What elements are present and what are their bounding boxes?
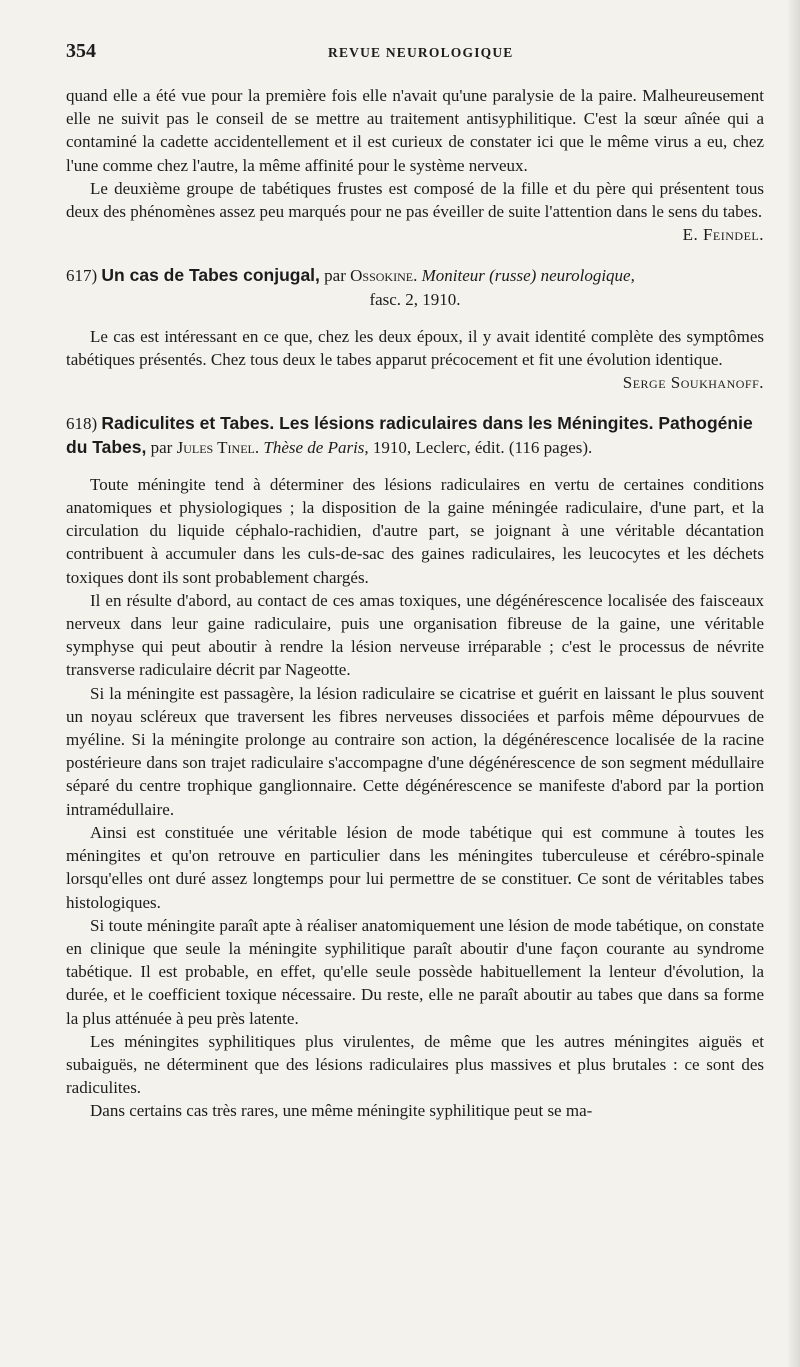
- entry-617-journal: Moniteur (russe) neurologique,: [421, 266, 635, 286]
- intro-paragraph-1: quand elle a été vue pour la première fois elle n'avait qu'une paralysie de la paire. Malheureusement elle ne suivit pas le conseil de se mettre au traitement antisyphilitique. C'est la sœur aînée qui a contaminé la cadette accidentellement et il est curieux de constater ici que le même virus a eu, chez l'une comme chez l'autre, la même affinité pour le système nerveux.: [66, 86, 764, 175]
- entry-617-by: par: [324, 266, 346, 286]
- entry-618-year: 1910,: [372, 437, 412, 457]
- entry-618-paragraph-5: Si toute méningite paraît apte à réaliser anatomiquement une lésion de mode tabétique, on constate en clinique que seule la méningite syphilitique paraît aboutir d'une façon courante au syndrome tabétique. Il est probable, en effet, qu'elle seule possède habituellement la lenteur d'évolution, la durée, et le coefficient toxique nécessaire. Du reste, elle ne paraît aboutir au tabes que dans sa forme la plus atténuée à peu près latente.: [66, 915, 764, 1028]
- entry-617-title: Un cas de Tabes conjugal,: [101, 265, 320, 286]
- page-edge-shadow: [786, 0, 800, 1367]
- intro-signature: E. Feindel.: [682, 225, 764, 245]
- entry-618-number: 618): [66, 414, 98, 434]
- entry-618-title: Radiculites et Tabes. Les lésions radiculaires dans les Méningites. Pathogénie du Tabes,: [66, 413, 753, 457]
- entry-617-paragraph: [66, 325, 764, 393]
- entry-618-paragraph-7: Dans certains cas très rares, une même méningite syphilitique peut se ma-: [90, 1101, 593, 1121]
- journal-title: REVUE NEUROLOGIQUE: [328, 45, 514, 60]
- entry-618-heading: [66, 412, 764, 458]
- intro-paragraph-2: [66, 177, 764, 245]
- entry-617-issue: fasc. 2, 1910.: [369, 289, 461, 309]
- entry-617-heading: [66, 264, 764, 310]
- entry-618-publisher: Leclerc, édit. (116 pages).: [415, 437, 593, 457]
- entry-618-paragraph-3: Si la méningite est passagère, la lésion radiculaire se cicatrise et guérit en laissant le plus souvent un noyau scléreux que traversent les fibres nerveuses dissociées et parfois même dépourvues de myéline. Si la méningite prolonge au contraire son action, la dégénérescence localisée de la racine postérieure dans son trajet radiculaire s'accompagne d'une dégénérescence de son segment médullaire séparé du centre trophique ganglionnaire. Cette dégénérescence se manifeste d'abord par la portion intramédullaire.: [66, 683, 764, 819]
- entry-617-number: 617): [66, 266, 98, 286]
- entry-617-author: Ossokine.: [350, 266, 418, 286]
- entry-617-paragraph-text: Le cas est intéressant en ce que, chez les deux époux, il y avait identité complète des symptômes tabétiques présentés. Chez tous deux le tabes apparut précocement et fit une évolution identique.: [66, 326, 764, 370]
- entry-618-by: par: [150, 437, 173, 457]
- intro-paragraph-2-text: Le deuxième groupe de tabétiques frustes est composé de la fille et du père qui présentent tous deux des phénomènes assez peu marqués pour ne pas éveiller de suite l'attention dans le sens du tabes.: [66, 178, 764, 222]
- entry-618-paragraph-4: Ainsi est constituée une véritable lésion de mode tabétique qui est commune à toutes les méningites et qu'on retrouve en particulier dans les méningites tuberculeuse et cérébro-spinale lorsqu'elles ont duré assez longtemps pour lui permettre de se constituer. Ce sont de véritables tabes histologiques.: [66, 822, 764, 912]
- entry-618-paragraph-1: Toute méningite tend à déterminer des lésions radiculaires en vertu de certaines conditions anatomiques et physiologiques ; la disposition de la gaine méningée radiculaire, d'une part, et la circulation du liquide céphalo-rachidien, d'autre part, se joignant à une véritable décantation contribuent à accumuler dans les culs-de-sac des gaines radiculaires, les leucocytes et les déchets toxiques dont ils sont probablement chargés.: [66, 474, 764, 587]
- page-number: 354: [66, 40, 96, 62]
- entry-617: [66, 264, 764, 394]
- running-head: [66, 40, 764, 70]
- entry-618-paragraph-6: Les méningites syphilitiques plus virulentes, de même que les autres méningites aiguës et subaiguës, ne déterminent que des lésions radiculaires plus massives et plus brutales : ce sont des radiculites.: [66, 1031, 764, 1098]
- entry-617-signature: Serge Soukhanoff.: [622, 373, 764, 393]
- entry-618: [66, 412, 764, 1122]
- entry-618-paragraph-2: Il en résulte d'abord, au contact de ces amas toxiques, une dégénérescence localisée des faisceaux nerveux dans leur gaine radiculaire, puis une organisation fibreuse de la gaine, une véritable symphyse qui peut aboutir à rendre la lésion nerveuse irréparable ; c'est le processus de névrite transverse radiculaire décrit par Nageotte.: [66, 590, 764, 680]
- entry-618-author: Jules Tinel.: [176, 437, 260, 457]
- entry-618-thesis: Thèse de Paris,: [263, 437, 369, 457]
